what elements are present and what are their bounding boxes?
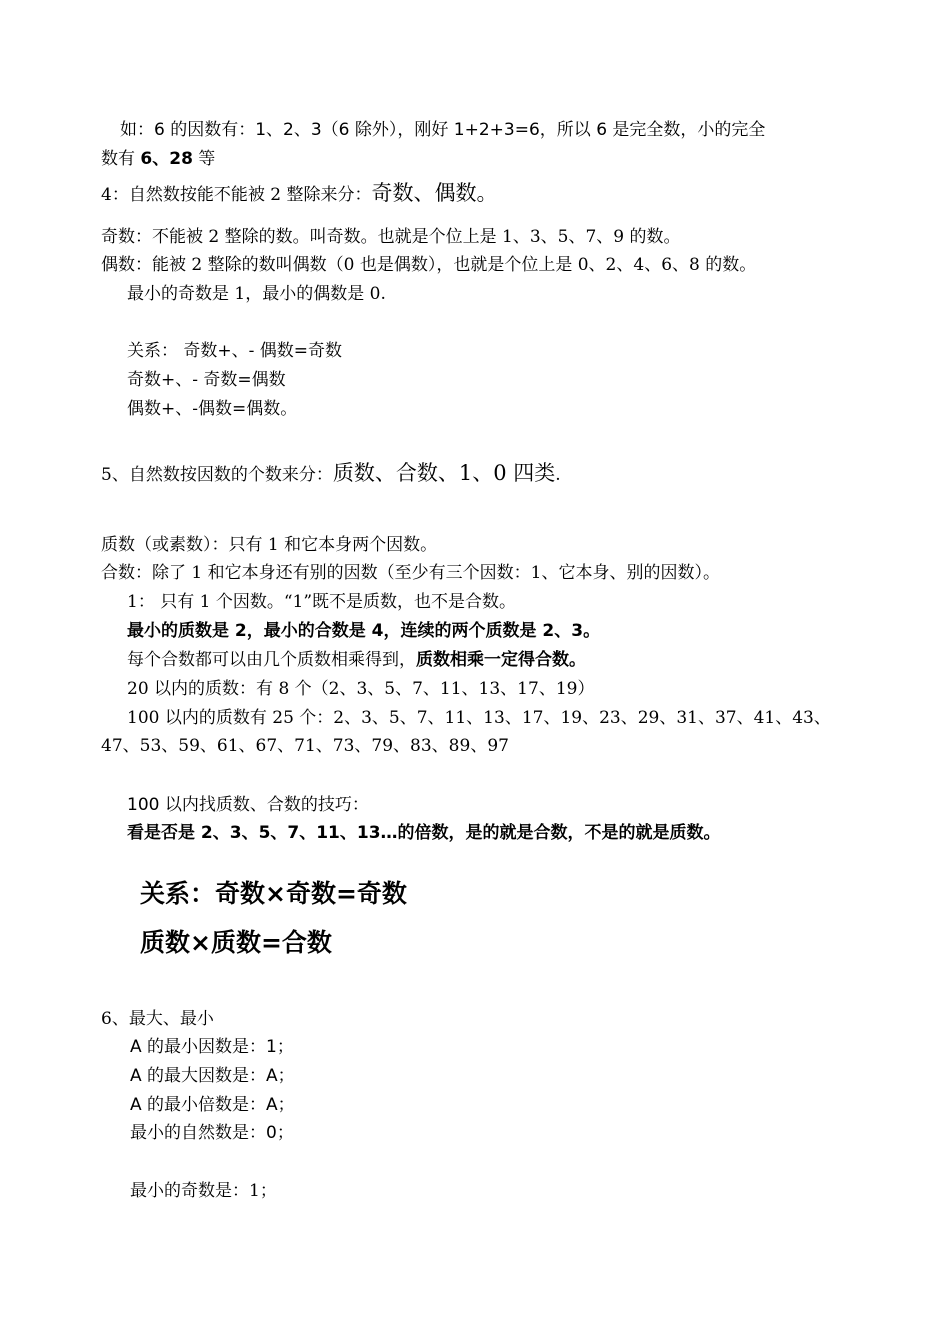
prime-product-relation: 质数×质数=合数 bbox=[140, 928, 332, 957]
tips-title: 100 以内找质数、合数的技巧： bbox=[127, 795, 369, 815]
prime-definition: 质数（或素数）：只有 1 和它本身两个因数。 bbox=[101, 535, 438, 555]
max-factor-item: A 的最大因数是：A； bbox=[130, 1066, 295, 1086]
section5-heading-prefix: 5、自然数按因数的个数来分： bbox=[101, 465, 333, 485]
primes-under-20: 20 以内的质数：有 8 个（2、3、5、7、11、13、17、19） bbox=[127, 679, 595, 699]
primes-under-100-line2: 47、53、59、61、67、71、73、79、83、89、97 bbox=[101, 736, 509, 756]
parity-relation-2: 奇数+、- 奇数=偶数 bbox=[127, 370, 286, 390]
composite-note-prefix: 每个合数都可以由几个质数相乘得到， bbox=[127, 650, 416, 670]
example-prefix: 数有 bbox=[101, 149, 141, 169]
min-factor-item: A 的最小因数是：1； bbox=[130, 1037, 294, 1057]
section6-heading: 6、最大、最小 bbox=[101, 1009, 214, 1029]
perfect-number-example-line1: 如：6 的因数有：1、2、3（6 除外），刚好 1+2+3=6，所以 6 是完全数，小的完全 bbox=[120, 120, 766, 140]
smallest-odd-item: 最小的奇数是：1； bbox=[130, 1181, 277, 1201]
section5-heading-suffix: . bbox=[555, 465, 561, 485]
tips-body: 看是否是 2、3、5、7、11、13…的倍数，是的就是合数，不是的就是质数。 bbox=[127, 823, 721, 843]
min-multiple-item: A 的最小倍数是：A； bbox=[130, 1095, 295, 1115]
section4-heading bbox=[101, 182, 497, 206]
smallest-natural-item: 最小的自然数是：0； bbox=[130, 1123, 294, 1143]
parity-relation-1: 关系： 奇数+、- 偶数=奇数 bbox=[127, 341, 343, 361]
one-definition: 1： 只有 1 个因数。“1”既不是质数，也不是合数。 bbox=[127, 592, 517, 612]
parity-relation-3: 偶数+、-偶数=偶数。 bbox=[127, 399, 298, 419]
composite-note bbox=[127, 649, 586, 671]
perfect-number-example-line2 bbox=[101, 148, 215, 170]
section5-heading bbox=[101, 462, 561, 486]
primes-under-100-line1: 100 以内的质数有 25 个：2、3、5、7、11、13、17、19、23、29、31、37、41、43、 bbox=[127, 708, 831, 728]
smallest-prime-composite: 最小的质数是 2，最小的合数是 4，连续的两个质数是 2、3。 bbox=[127, 621, 601, 641]
odd-product-relation: 关系：奇数×奇数=奇数 bbox=[140, 879, 407, 908]
odd-definition: 奇数：不能被 2 整除的数。叫奇数。也就是个位上是 1、3、5、7、9 的数。 bbox=[101, 227, 681, 247]
composite-definition: 合数：除了 1 和它本身还有别的因数（至少有三个因数：1、它本身、别的因数）。 bbox=[101, 563, 720, 583]
smallest-odd-even: 最小的奇数是 1，最小的偶数是 0. bbox=[127, 284, 386, 304]
example-bold-values: 6、28 bbox=[140, 149, 193, 169]
example-suffix: 等 bbox=[192, 149, 216, 169]
section5-heading-emphasis: 质数、合数、1、0 四类 bbox=[332, 461, 556, 485]
section4-heading-prefix: 4：自然数按能不能被 2 整除来分： bbox=[101, 185, 372, 205]
composite-note-bold: 质数相乘一定得合数。 bbox=[416, 650, 586, 670]
section4-heading-emphasis: 奇数、偶数。 bbox=[371, 181, 498, 205]
even-definition: 偶数：能被 2 整除的数叫偶数（0 也是偶数），也就是个位上是 0、2、4、6、8 的数。 bbox=[101, 255, 757, 275]
